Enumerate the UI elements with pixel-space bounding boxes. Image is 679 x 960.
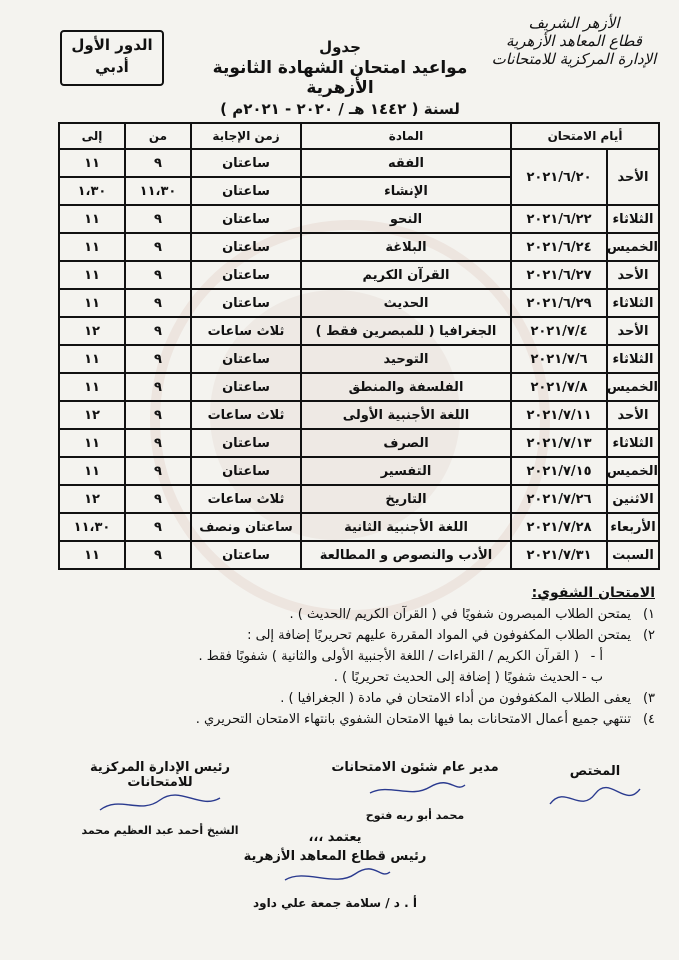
round-box (60, 30, 164, 86)
oral-item (15, 712, 655, 727)
header-duration: زمن الإجابة (191, 123, 301, 149)
cell-duration: ساعتان (191, 373, 301, 401)
cell-duration: ساعتان (191, 289, 301, 317)
cell-subject: الأدب والنصوص و المطالعة (301, 541, 511, 569)
cell-date: ٢٠٢١/٦/٢٠ (511, 149, 607, 205)
cell-day: الأحد (607, 401, 659, 429)
table-row (59, 149, 659, 177)
division-label: أدبي (95, 58, 129, 76)
cell-date: ٢٠٢١/٧/٢٨ (511, 513, 607, 541)
cell-to: ١٢ (59, 401, 125, 429)
exams-director-title: مدير عام شئون الامتحانات (331, 760, 499, 775)
oral-item-number: ٣) (642, 691, 655, 706)
oral-item (15, 691, 655, 706)
cell-day: الأحد (607, 149, 659, 205)
cell-duration: ثلاث ساعات (191, 401, 301, 429)
round-label: الدور الأول (71, 36, 153, 54)
signature-scribble-icon (545, 779, 645, 819)
cell-day: الخميس (607, 233, 659, 261)
cell-from: ٩ (125, 541, 191, 569)
cell-from: ٩ (125, 457, 191, 485)
signature-scribble-icon (90, 790, 230, 820)
cell-subject: التاريخ (301, 485, 511, 513)
exams-director-signature (330, 760, 500, 822)
cell-subject: الحديث (301, 289, 511, 317)
title-line-1: جدول (319, 38, 361, 56)
header-days: أيام الامتحان (511, 123, 659, 149)
table-row (59, 401, 659, 429)
cell-from: ٩ (125, 317, 191, 345)
cell-date: ٢٠٢١/٦/٢٩ (511, 289, 607, 317)
title-line-2: مواعيد امتحان الشهادة الثانوية الأزهرية (212, 58, 468, 98)
cell-from: ٩ (125, 205, 191, 233)
oral-item-number: ٢) (642, 628, 655, 643)
schedule-body (59, 149, 659, 569)
cell-duration: ساعتان (191, 429, 301, 457)
cell-day: الاثنين (607, 485, 659, 513)
cell-to: ١٢ (59, 485, 125, 513)
cell-duration: ساعتان ونصف (191, 513, 301, 541)
cell-date: ٢٠٢١/٧/٦ (511, 345, 607, 373)
cell-from: ٩ (125, 149, 191, 177)
signature-scribble-icon (355, 775, 475, 805)
central-admin-signature (60, 760, 260, 837)
cell-to: ١١ (59, 457, 125, 485)
table-header-row (59, 123, 659, 149)
oral-item (15, 607, 655, 622)
oral-item-text: ( القرآن الكريم / القراءات / اللغة الأجنبية الأولى والثانية ) شفويًا فقط . (198, 649, 579, 664)
cell-to: ١١ (59, 289, 125, 317)
cell-subject: اللغة الأجنبية الثانية (301, 513, 511, 541)
cell-day: الخميس (607, 373, 659, 401)
cell-subject: القرآن الكريم (301, 261, 511, 289)
org-line-2: قطاع المعاهد الأزهرية (506, 32, 642, 50)
cell-subject: اللغة الأجنبية الأولى (301, 401, 511, 429)
table-row (59, 345, 659, 373)
oral-item-number: أ - (590, 649, 603, 664)
cell-date: ٢٠٢١/٦/٢٤ (511, 233, 607, 261)
oral-item-text: تنتهي جميع أعمال الامتحانات بما فيها الامتحان الشفوي بانتهاء الامتحان التحريري . (195, 712, 631, 727)
oral-item-number: ١) (642, 607, 655, 622)
cell-to: ١١ (59, 373, 125, 401)
cell-duration: ساعتان (191, 177, 301, 205)
cell-duration: ساعتان (191, 205, 301, 233)
table-row (59, 485, 659, 513)
cell-day: السبت (607, 541, 659, 569)
cell-duration: ساعتان (191, 149, 301, 177)
oral-title: الامتحان الشفوي: (531, 585, 655, 601)
cell-to: ١٢ (59, 317, 125, 345)
cell-subject: البلاغة (301, 233, 511, 261)
sector-head-title: رئيس قطاع المعاهد الأزهرية (243, 849, 427, 864)
cell-day: الأحد (607, 261, 659, 289)
cell-date: ٢٠٢١/٧/١٥ (511, 457, 607, 485)
specialist-title: المختص (569, 764, 621, 779)
cell-date: ٢٠٢١/٧/٣١ (511, 541, 607, 569)
schedule-table (58, 122, 660, 570)
cell-to: ١١ (59, 205, 125, 233)
cell-from: ١١،٣٠ (125, 177, 191, 205)
oral-item-text: يمتحن الطلاب المبصرون شفويًا في ( القرآن الكريم /الحديث ) . (289, 607, 631, 622)
oral-item-text: يعفى الطلاب المكفوفون من أداء الامتحان في مادة ( الجغرافيا ) . (280, 691, 631, 706)
cell-from: ٩ (125, 289, 191, 317)
sector-head-name: أ . د / سلامة جمعة علي داود (253, 896, 417, 910)
cell-to: ١١ (59, 541, 125, 569)
cell-day: الأحد (607, 317, 659, 345)
cell-duration: ساعتان (191, 233, 301, 261)
cell-day: الخميس (607, 457, 659, 485)
table-row (59, 205, 659, 233)
cell-day: الثلاثاء (607, 429, 659, 457)
table-row (59, 233, 659, 261)
cell-from: ٩ (125, 513, 191, 541)
header-from: من (125, 123, 191, 149)
cell-to: ١١ (59, 429, 125, 457)
cell-from: ٩ (125, 401, 191, 429)
cell-subject: التفسير (301, 457, 511, 485)
cell-duration: ثلاث ساعات (191, 485, 301, 513)
approve-label: يعتمد ،،، (308, 830, 362, 845)
org-line-3: الإدارة المركزية للامتحانات (491, 50, 657, 68)
table-row (59, 289, 659, 317)
table-row (59, 373, 659, 401)
oral-item-number: ب - (581, 670, 603, 685)
cell-duration: ساعتان (191, 261, 301, 289)
document-titles (190, 38, 490, 118)
cell-from: ٩ (125, 485, 191, 513)
table-row (59, 457, 659, 485)
cell-day: الثلاثاء (607, 289, 659, 317)
cell-to: ١،٣٠ (59, 177, 125, 205)
signature-scribble-icon (275, 864, 395, 892)
central-admin-name: الشيخ أحمد عبد العظيم محمد (81, 824, 239, 837)
table-row (59, 317, 659, 345)
cell-to: ١١ (59, 233, 125, 261)
cell-day: الثلاثاء (607, 345, 659, 373)
cell-duration: ثلاث ساعات (191, 317, 301, 345)
cell-subject: الإنشاء (301, 177, 511, 205)
table-row (59, 261, 659, 289)
header-subject: المادة (301, 123, 511, 149)
cell-duration: ساعتان (191, 541, 301, 569)
cell-day: الثلاثاء (607, 205, 659, 233)
cell-subject: الجغرافيا ( للمبصرين فقط ) (301, 317, 511, 345)
cell-date: ٢٠٢١/٧/٨ (511, 373, 607, 401)
cell-subject: الفقه (301, 149, 511, 177)
oral-subitem (15, 649, 603, 664)
cell-from: ٩ (125, 261, 191, 289)
cell-date: ٢٠٢١/٧/٢٦ (511, 485, 607, 513)
cell-from: ٩ (125, 429, 191, 457)
cell-date: ٢٠٢١/٦/٢٢ (511, 205, 607, 233)
cell-from: ٩ (125, 373, 191, 401)
cell-duration: ساعتان (191, 345, 301, 373)
oral-subitem (15, 670, 603, 685)
cell-to: ١١ (59, 345, 125, 373)
header-to: إلى (59, 123, 125, 149)
org-line-1: الأزهر الشريف (528, 14, 620, 32)
cell-from: ٩ (125, 345, 191, 373)
cell-from: ٩ (125, 233, 191, 261)
cell-subject: الفلسفة والمنطق (301, 373, 511, 401)
oral-item (15, 628, 655, 643)
cell-day: الأربعاء (607, 513, 659, 541)
cell-to: ١١ (59, 149, 125, 177)
oral-exam-section (15, 585, 655, 727)
exams-director-name: محمد أبو ربه فتوح (365, 809, 465, 822)
cell-subject: النحو (301, 205, 511, 233)
cell-duration: ساعتان (191, 457, 301, 485)
cell-to: ١١ (59, 261, 125, 289)
table-row (59, 513, 659, 541)
cell-date: ٢٠٢١/٦/٢٧ (511, 261, 607, 289)
cell-date: ٢٠٢١/٧/٤ (511, 317, 607, 345)
table-row (59, 541, 659, 569)
sector-head-signature (230, 830, 440, 910)
cell-subject: الصرف (301, 429, 511, 457)
cell-date: ٢٠٢١/٧/١١ (511, 401, 607, 429)
table-row (59, 429, 659, 457)
cell-date: ٢٠٢١/٧/١٣ (511, 429, 607, 457)
oral-item-number: ٤) (642, 712, 655, 727)
cell-to: ١١،٣٠ (59, 513, 125, 541)
specialist-signature (545, 764, 645, 823)
oral-item-text: يمتحن الطلاب المكفوفون في المواد المقررة عليهم تحريريًا إضافة إلى : (247, 628, 631, 643)
org-header (489, 14, 659, 68)
oral-item-text: الحديث شفويًا ( إضافة إلى الحديث تحريريًا ) . (333, 670, 579, 685)
cell-subject: التوحيد (301, 345, 511, 373)
central-admin-title: رئيس الإدارة المركزية للامتحانات (89, 760, 231, 790)
title-line-3: لسنة ( ١٤٤٢ هـ / ٢٠٢٠ - ٢٠٢١م ) (220, 100, 460, 118)
